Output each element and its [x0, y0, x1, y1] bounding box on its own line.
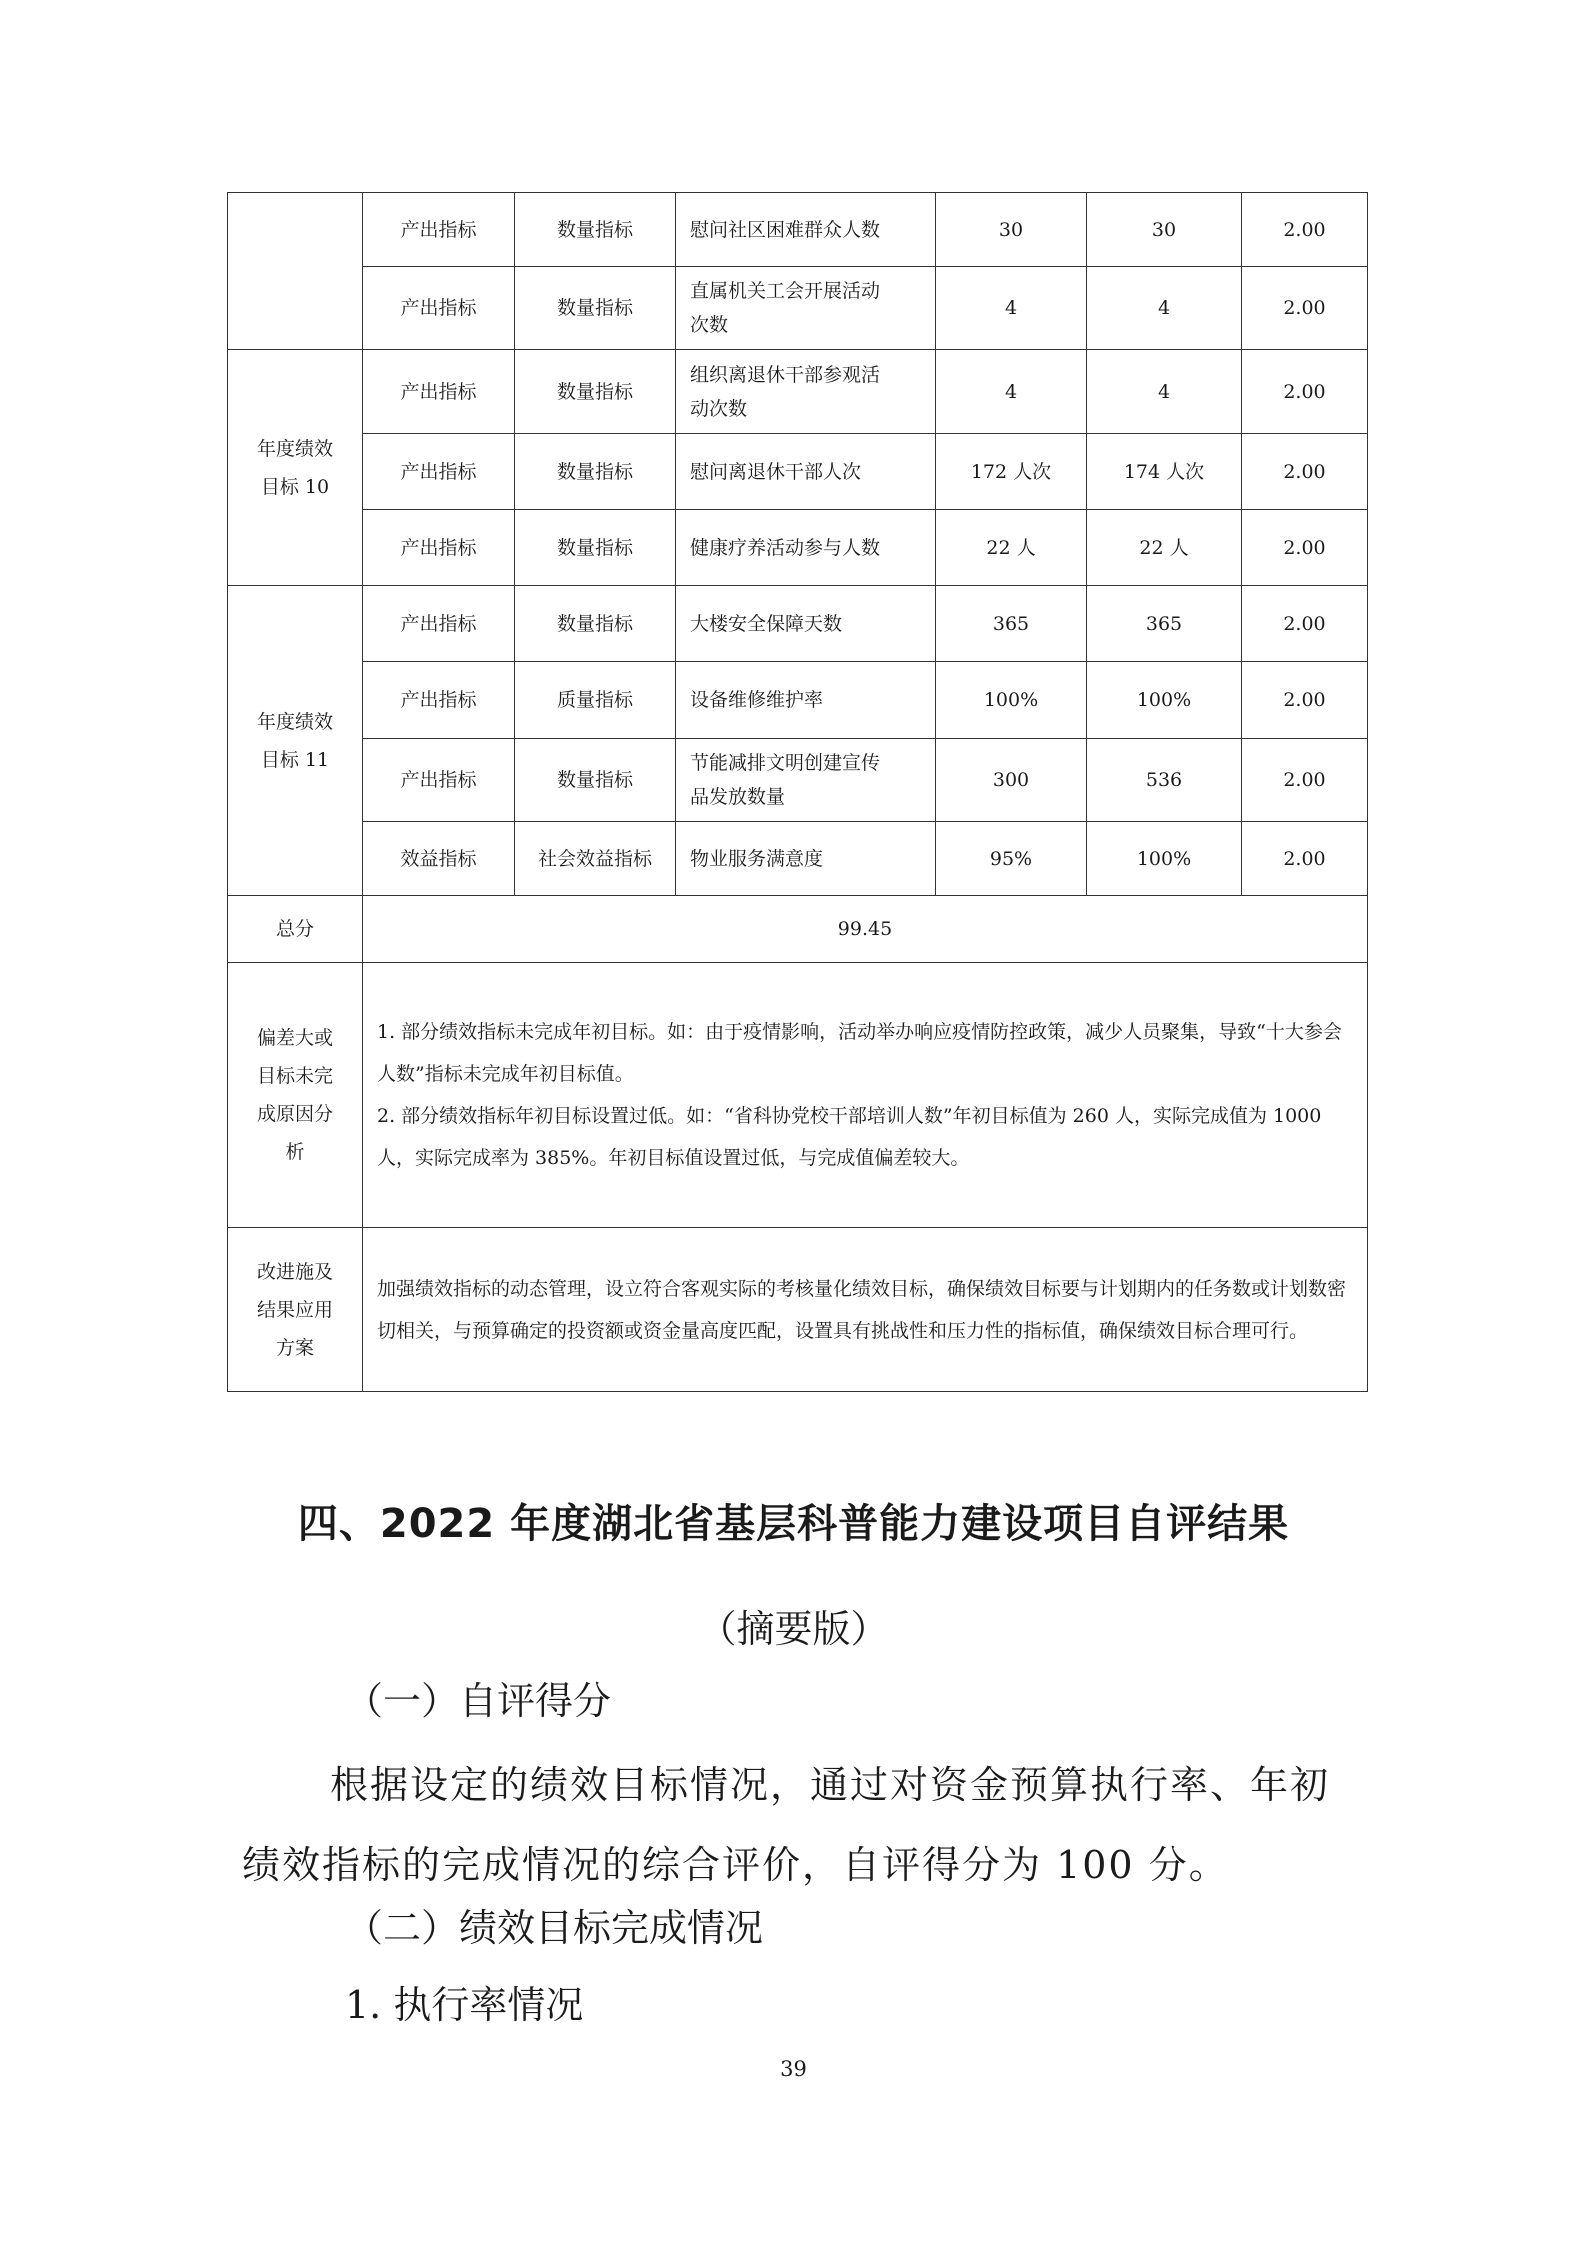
secondary-indicator: 数量指标: [515, 350, 676, 434]
target-value: 300: [936, 739, 1087, 822]
total-label: 总分: [228, 896, 363, 963]
label-line: 结果应用: [256, 1298, 333, 1321]
actual-value: 100%: [1087, 662, 1242, 739]
indicator-name: [676, 739, 936, 822]
target-value: 4: [936, 350, 1087, 434]
indicator-name-line: 直属机关工会开展活动: [690, 280, 881, 302]
primary-indicator: 产出指标: [363, 662, 515, 739]
group-label-line: 目标 10: [260, 475, 330, 498]
actual-value: 4: [1087, 267, 1242, 350]
score-value: 2.00: [1242, 267, 1368, 350]
improvement-row: [228, 1228, 1368, 1392]
secondary-indicator: 数量指标: [515, 434, 676, 510]
table-row: [228, 739, 1368, 822]
page-number: 39: [780, 2057, 807, 2081]
deviation-row: [228, 963, 1368, 1228]
secondary-indicator: 数量指标: [515, 193, 676, 267]
target-value: 95%: [936, 822, 1087, 896]
label-line: 目标未完: [256, 1065, 333, 1087]
secondary-indicator: 社会效益指标: [515, 822, 676, 896]
actual-value: 100%: [1087, 822, 1242, 896]
subheading-execution-rate: 1. 执行率情况: [345, 1983, 584, 2027]
target-value: 172 人次: [936, 434, 1087, 510]
group-label-line: 目标 11: [260, 748, 330, 771]
performance-table: [227, 192, 1368, 1392]
group-label-cell: [228, 586, 363, 896]
secondary-indicator: 质量指标: [515, 662, 676, 739]
secondary-indicator: 数量指标: [515, 739, 676, 822]
score-value: 2.00: [1242, 739, 1368, 822]
label-line: 改进施及: [256, 1260, 333, 1283]
primary-indicator: 产出指标: [363, 739, 515, 822]
score-value: 2.00: [1242, 822, 1368, 896]
secondary-indicator: 数量指标: [515, 586, 676, 662]
indicator-name: 健康疗养活动参与人数: [676, 510, 936, 586]
secondary-indicator: 数量指标: [515, 510, 676, 586]
label-line: 偏差大或: [256, 1027, 333, 1049]
primary-indicator: 产出指标: [363, 350, 515, 434]
primary-indicator: 效益指标: [363, 822, 515, 896]
target-value: 22 人: [936, 510, 1087, 586]
total-value: 99.45: [363, 896, 1368, 963]
primary-indicator: 产出指标: [363, 586, 515, 662]
primary-indicator: 产出指标: [363, 267, 515, 350]
indicator-name: [676, 350, 936, 434]
table-row: [228, 822, 1368, 896]
primary-indicator: 产出指标: [363, 193, 515, 267]
indicator-name: 物业服务满意度: [676, 822, 936, 896]
improvement-label: [228, 1228, 363, 1392]
total-row: [228, 896, 1368, 963]
actual-value: 30: [1087, 193, 1242, 267]
section-subtitle: （摘要版）: [698, 1607, 889, 1651]
indicator-name: [676, 267, 936, 350]
table-row: [228, 434, 1368, 510]
actual-value: 4: [1087, 350, 1242, 434]
indicator-name: 大楼安全保障天数: [676, 586, 936, 662]
actual-value: 536: [1087, 739, 1242, 822]
indicator-name: 设备维修维护率: [676, 662, 936, 739]
subheading-self-score: （一）自评得分: [345, 1679, 612, 1723]
indicator-name-line: 次数: [690, 314, 729, 336]
target-value: 30: [936, 193, 1087, 267]
deviation-point: 1. 部分绩效指标未完成年初目标。如：由于疫情影响，活动举办响应疫情防控政策，减少人员聚集，导致“十大参会人数”指标未完成年初目标值。: [377, 1021, 1342, 1085]
target-value: 4: [936, 267, 1087, 350]
indicator-name-line: 品发放数量: [690, 786, 786, 808]
score-value: 2.00: [1242, 350, 1368, 434]
deviation-label: [228, 963, 363, 1228]
table-row: [228, 662, 1368, 739]
indicator-name: 慰问离退休干部人次: [676, 434, 936, 510]
group-label-line: 年度绩效: [256, 710, 333, 733]
actual-value: 174 人次: [1087, 434, 1242, 510]
subheading-goal-completion: （二）绩效目标完成情况: [345, 1906, 764, 1950]
score-value: 2.00: [1242, 662, 1368, 739]
score-value: 2.00: [1242, 510, 1368, 586]
indicator-name-line: 节能减排文明创建宣传: [690, 752, 881, 774]
label-line: 析: [285, 1141, 305, 1163]
table-row: [228, 350, 1368, 434]
indicator-name-line: 动次数: [690, 397, 748, 420]
table-row: [228, 586, 1368, 662]
group-label-cell: [228, 350, 363, 586]
actual-value: 365: [1087, 586, 1242, 662]
group-label-cell: [228, 193, 363, 350]
deviation-point: 2. 部分绩效指标年初目标设置过低。如：“省科协党校干部培训人数”年初目标值为 260 人，实际完成值为 1000 人，实际完成率为 385%。年初目标值设置过低，与完成值偏差较大。: [377, 1105, 1322, 1169]
table-row: [228, 193, 1368, 267]
secondary-indicator: 数量指标: [515, 267, 676, 350]
score-value: 2.00: [1242, 586, 1368, 662]
section-title: 四、2022 年度湖北省基层科普能力建设项目自评结果: [297, 1501, 1290, 1547]
target-value: 365: [936, 586, 1087, 662]
indicator-name-line: 组织离退休干部参观活: [690, 363, 881, 386]
deviation-text: [363, 963, 1368, 1228]
target-value: 100%: [936, 662, 1087, 739]
label-line: 方案: [275, 1336, 314, 1359]
score-value: 2.00: [1242, 193, 1368, 267]
table-row: [228, 267, 1368, 350]
indicator-name: 慰问社区困难群众人数: [676, 193, 936, 267]
actual-value: 22 人: [1087, 510, 1242, 586]
table-row: [228, 510, 1368, 586]
group-label-line: 年度绩效: [256, 437, 333, 460]
label-line: 成原因分: [256, 1103, 333, 1125]
improvement-text: 加强绩效指标的动态管理，设立符合客观实际的考核量化绩效目标，确保绩效目标要与计划期内的任务数或计划数密切相关，与预算确定的投资额或资金量高度匹配，设置具有挑战性和压力性的指标值，确保绩效目标合理可行。: [363, 1228, 1368, 1392]
body-paragraph: 根据设定的绩效目标情况，通过对资金预算执行率、年初绩效指标的完成情况的综合评价，自评得分为 100 分。: [242, 1763, 1331, 1887]
primary-indicator: 产出指标: [363, 510, 515, 586]
score-value: 2.00: [1242, 434, 1368, 510]
primary-indicator: 产出指标: [363, 434, 515, 510]
